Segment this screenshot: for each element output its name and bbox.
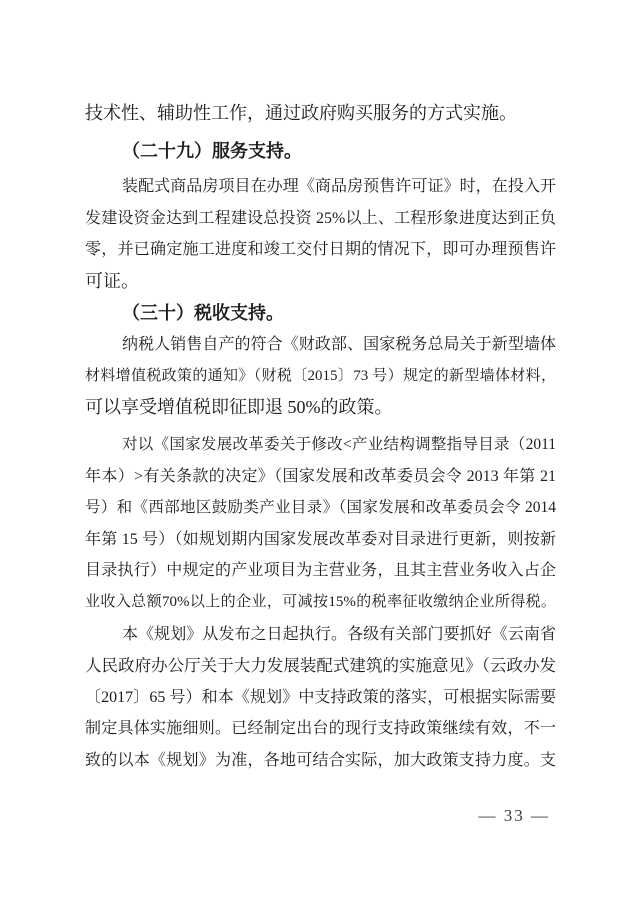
text-line: 业收入总额70%以上的企业，可减按15%的税率征收缴纳企业所得税。 <box>85 593 556 610</box>
text-line: 可以享受增值税即征即退 50%的政策。 <box>85 397 393 418</box>
text-line: 技术性、辅助性工作，通过政府购买服务的方式实施。 <box>85 103 517 123</box>
text-line: 纳税人销售自产的符合《财政部、国家税务总局关于新型墙体 <box>122 336 556 354</box>
text-line: 〔2017〕65 号）和本《规划》中支持政策的落实，可根据实际需要 <box>85 688 556 706</box>
text-line: 人民政府办公厅关于大力发展装配式建筑的实施意见》（云政办发 <box>85 656 556 676</box>
text-line: 制定具体实施细则。已经制定出台的现行支持政策继续有效，不一 <box>85 720 556 738</box>
text-line: 年第 15 号）（如规划期内国家发展改革委对目录进行更新，则按新 <box>85 530 556 548</box>
text-line: 致的以本《规划》为准，各地可结合实际，加大政策支持力度。支 <box>85 751 556 769</box>
text-line: 零，并已确定施工进度和竣工交付日期的情况下，即可办理预售许 <box>85 241 556 259</box>
text-line: 年本）>有关条款的决定》（国家发展和改革委员会令 2013 年第 21 <box>85 467 556 485</box>
document-text-body <box>85 98 556 776</box>
section-heading: （三十）税收支持。 <box>122 302 284 323</box>
text-line: 对以《国家发展改革委关于修改<产业结构调整指导目录（2011 <box>122 435 556 453</box>
text-line: 号）和《西部地区鼓励类产业目录》（国家发展和改革委员会令 2014 <box>85 499 556 517</box>
section-heading: （二十九）服务支持。 <box>122 140 302 161</box>
text-line: 装配式商品房项目在办理《商品房预售许可证》时，在投入开 <box>122 178 556 196</box>
text-line: 目录执行）中规定的产业项目为主营业务，且其主营业务收入占企 <box>85 562 556 580</box>
text-line: 发建设资金达到工程建设总投资 25%以上、工程形象进度达到正负 <box>85 209 556 227</box>
text-line: 可证。 <box>85 270 139 291</box>
text-line: 材料增值税政策的通知》（财税〔2015〕73 号）规定的新型墙体材料， <box>85 367 556 384</box>
page-number: — 33 — <box>478 806 550 825</box>
text-line: 本《规划》从发布之日起执行。各级有关部门要抓好《云南省 <box>122 625 556 643</box>
